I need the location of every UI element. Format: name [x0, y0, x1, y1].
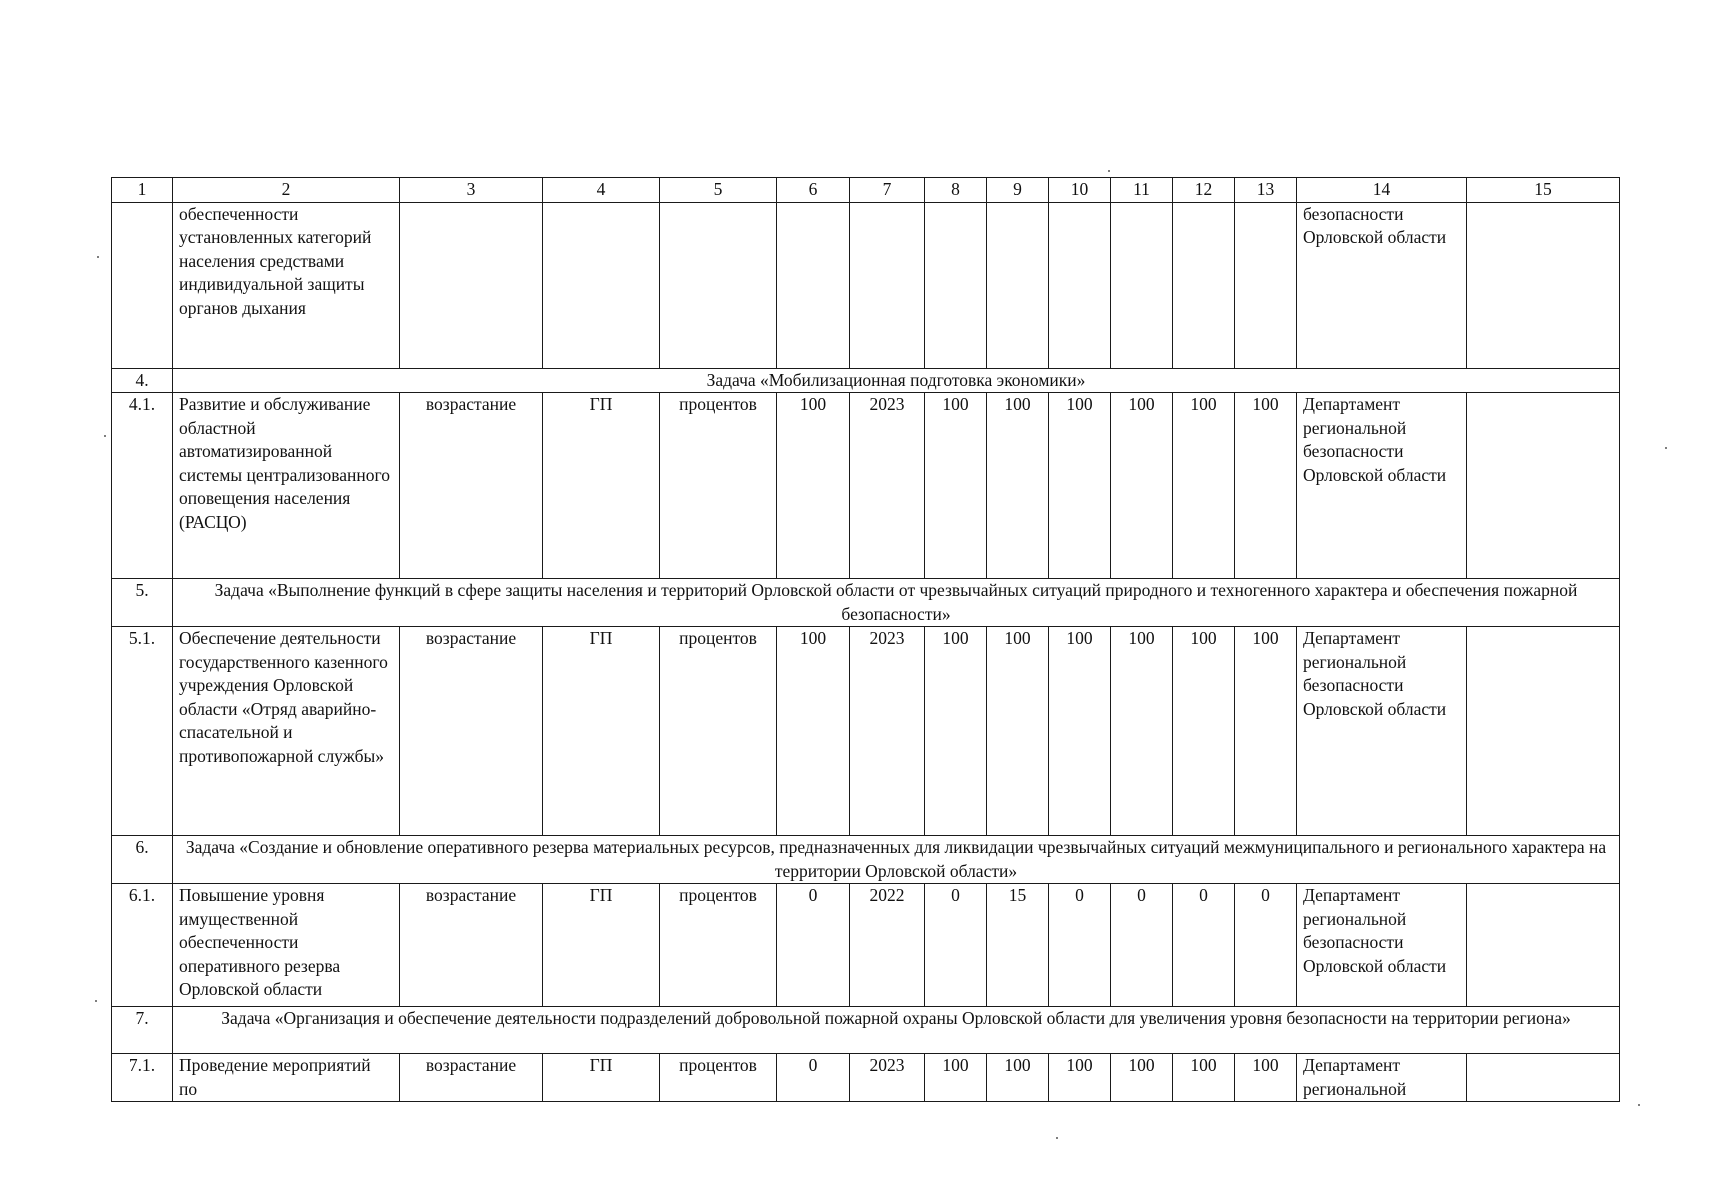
column-number-row: [112, 178, 1620, 203]
scan-speck: [1108, 170, 1110, 172]
responsible-cell: безопасности Орловской области: [1297, 202, 1467, 368]
column-number: 14: [1297, 178, 1467, 203]
year-value-cell: 100: [1049, 1054, 1111, 1102]
task-title: Задача «Создание и обновление оперативного резерва материальных ресурсов, предназначенных для ликвидации чрезвычайных ситуаций межмуниципального и регионального характера на территории Орловской области»: [173, 836, 1620, 884]
column-number: 10: [1049, 178, 1111, 203]
note-cell: [1467, 884, 1620, 1007]
base-value-cell: [777, 202, 850, 368]
responsible-cell: Департамент региональной безопасности Орловской области: [1297, 393, 1467, 579]
scan-speck: [1056, 1137, 1058, 1139]
table-row: [112, 202, 1620, 368]
table-row: [112, 1054, 1620, 1102]
column-number: 7: [850, 178, 925, 203]
year-value-cell: 100: [1235, 627, 1297, 836]
unit-cell: процентов: [660, 1054, 777, 1102]
indicator-name-cell: Проведение мероприятий по: [173, 1054, 400, 1102]
task-row: [112, 836, 1620, 884]
year-value-cell: 0: [1173, 884, 1235, 1007]
scan-speck: [95, 1000, 97, 1002]
base-year-cell: [850, 202, 925, 368]
year-value-cell: 0: [925, 884, 987, 1007]
scan-speck: [104, 435, 106, 437]
level-cell: [543, 202, 660, 368]
row-number-cell: 6.1.: [112, 884, 173, 1007]
year-value-cell: [1111, 202, 1173, 368]
trend-cell: возрастание: [400, 1054, 543, 1102]
level-cell: ГП: [543, 627, 660, 836]
task-number: 7.: [112, 1007, 173, 1054]
note-cell: [1467, 202, 1620, 368]
note-cell: [1467, 1054, 1620, 1102]
trend-cell: возрастание: [400, 627, 543, 836]
trend-cell: возрастание: [400, 884, 543, 1007]
task-number: 4.: [112, 368, 173, 393]
base-year-cell: 2022: [850, 884, 925, 1007]
responsible-cell: Департамент региональной безопасности Орловской области: [1297, 627, 1467, 836]
indicator-name-cell: обеспеченности установленных категорий населения средствами индивидуальной защиты органов дыхания: [173, 202, 400, 368]
task-row: [112, 579, 1620, 627]
column-number: 9: [987, 178, 1049, 203]
unit-cell: процентов: [660, 393, 777, 579]
unit-cell: процентов: [660, 627, 777, 836]
year-value-cell: 100: [1111, 393, 1173, 579]
year-value-cell: 0: [1049, 884, 1111, 1007]
indicators-table: [111, 177, 1620, 1102]
scan-speck: [1665, 447, 1667, 449]
task-title: Задача «Мобилизационная подготовка экономики»: [173, 368, 1620, 393]
base-year-cell: 2023: [850, 1054, 925, 1102]
year-value-cell: [987, 202, 1049, 368]
base-value-cell: 100: [777, 393, 850, 579]
row-number-cell: 7.1.: [112, 1054, 173, 1102]
column-number: 1: [112, 178, 173, 203]
year-value-cell: [1235, 202, 1297, 368]
note-cell: [1467, 627, 1620, 836]
year-value-cell: 100: [925, 627, 987, 836]
unit-cell: процентов: [660, 884, 777, 1007]
year-value-cell: [1173, 202, 1235, 368]
base-value-cell: 0: [777, 884, 850, 1007]
year-value-cell: 100: [925, 1054, 987, 1102]
row-number-cell: 5.1.: [112, 627, 173, 836]
column-number: 2: [173, 178, 400, 203]
table-row: [112, 393, 1620, 579]
year-value-cell: 100: [1111, 627, 1173, 836]
year-value-cell: 100: [1235, 1054, 1297, 1102]
level-cell: ГП: [543, 1054, 660, 1102]
year-value-cell: 0: [1111, 884, 1173, 1007]
year-value-cell: 100: [1173, 393, 1235, 579]
task-title: Задача «Организация и обеспечение деятельности подразделений добровольной пожарной охраны Орловской области для увеличения уровня безопасности на территории региона»: [173, 1007, 1620, 1054]
year-value-cell: 100: [1173, 1054, 1235, 1102]
column-number: 3: [400, 178, 543, 203]
base-year-cell: 2023: [850, 627, 925, 836]
column-number: 6: [777, 178, 850, 203]
column-number: 13: [1235, 178, 1297, 203]
trend-cell: [400, 202, 543, 368]
indicator-name-cell: Повышение уровня имущественной обеспеченности оперативного резерва Орловской области: [173, 884, 400, 1007]
year-value-cell: 100: [1235, 393, 1297, 579]
year-value-cell: [1049, 202, 1111, 368]
year-value-cell: 100: [1049, 393, 1111, 579]
column-number: 11: [1111, 178, 1173, 203]
indicator-name-cell: Обеспечение деятельности государственного казенного учреждения Орловской области «Отряд аварийно-спасательной и противопожарной службы»: [173, 627, 400, 836]
year-value-cell: 15: [987, 884, 1049, 1007]
indicator-name-cell: Развитие и обслуживание областной автоматизированной системы централизованного оповещения населения (РАСЦО): [173, 393, 400, 579]
base-year-cell: 2023: [850, 393, 925, 579]
column-number: 4: [543, 178, 660, 203]
table-row: [112, 627, 1620, 836]
column-number: 15: [1467, 178, 1620, 203]
year-value-cell: 100: [987, 1054, 1049, 1102]
row-number-cell: 4.1.: [112, 393, 173, 579]
year-value-cell: 0: [1235, 884, 1297, 1007]
level-cell: ГП: [543, 884, 660, 1007]
column-number: 5: [660, 178, 777, 203]
column-number: 8: [925, 178, 987, 203]
year-value-cell: 100: [987, 393, 1049, 579]
scan-speck: [97, 256, 99, 258]
unit-cell: [660, 202, 777, 368]
column-number: 12: [1173, 178, 1235, 203]
responsible-cell: Департамент региональной: [1297, 1054, 1467, 1102]
year-value-cell: [925, 202, 987, 368]
task-number: 5.: [112, 579, 173, 627]
base-value-cell: 100: [777, 627, 850, 836]
base-value-cell: 0: [777, 1054, 850, 1102]
year-value-cell: 100: [1111, 1054, 1173, 1102]
year-value-cell: 100: [1173, 627, 1235, 836]
task-title: Задача «Выполнение функций в сфере защиты населения и территорий Орловской области от чрезвычайных ситуаций природного и техногенного характера и обеспечения пожарной безопасности»: [173, 579, 1620, 627]
task-row: [112, 368, 1620, 393]
task-number: 6.: [112, 836, 173, 884]
level-cell: ГП: [543, 393, 660, 579]
note-cell: [1467, 393, 1620, 579]
year-value-cell: 100: [925, 393, 987, 579]
trend-cell: возрастание: [400, 393, 543, 579]
row-number-cell: [112, 202, 173, 368]
scan-speck: [1638, 1104, 1640, 1106]
task-row: [112, 1007, 1620, 1054]
year-value-cell: 100: [987, 627, 1049, 836]
responsible-cell: Департамент региональной безопасности Орловской области: [1297, 884, 1467, 1007]
table-row: [112, 884, 1620, 1007]
year-value-cell: 100: [1049, 627, 1111, 836]
